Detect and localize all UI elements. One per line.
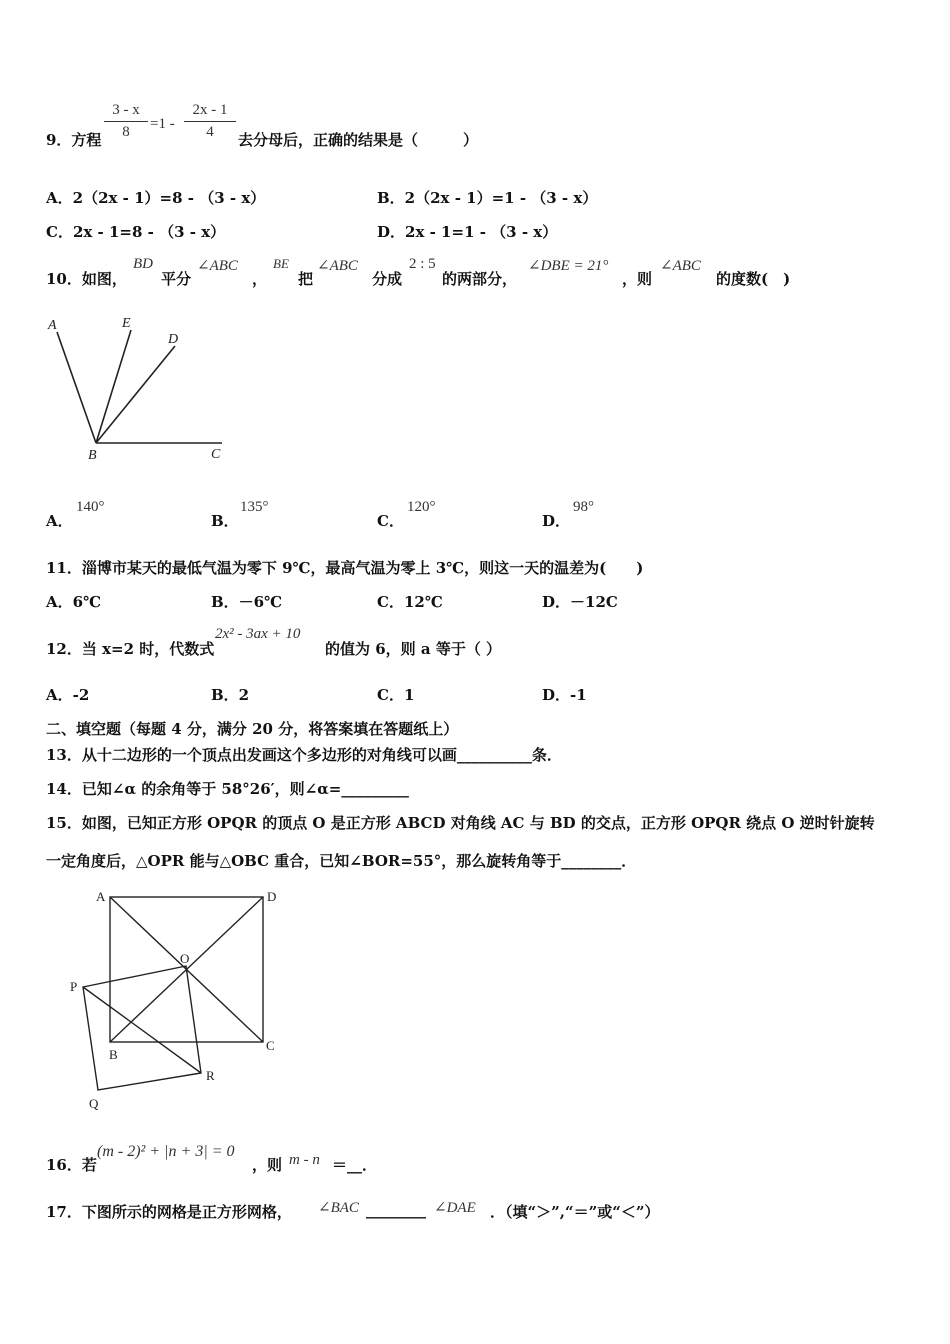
q12-tail: 的值为 6，则 a 等于（ ） [325, 640, 502, 658]
q10-text-6: ，则 [622, 270, 653, 288]
q9-option-d: D．2x - 1=1 - （3 - x） [377, 223, 558, 241]
q15-stem-line-2: 一定角度后，△OPR 能与△OBC 重合，已知∠BOR=55°，那么旋转角等于________． [46, 852, 637, 870]
q11-stem: 11．淄博市某天的最低气温为零下 9℃，最高气温为零上 3℃，则这一天的温差为( ) [46, 559, 644, 577]
q12-option-b: B．2 [211, 686, 250, 704]
q11-option-b: B．－6℃ [211, 593, 283, 611]
q10-option-b-label: B． [211, 512, 239, 530]
q10-ray-bd [96, 346, 175, 443]
q17-angle-dae: ∠DAE [434, 1200, 476, 1216]
q9-frac2-denominator: 4 [206, 124, 214, 140]
q12-option-d: D．-1 [542, 686, 587, 704]
q10-option-d-value: 98° [573, 499, 594, 515]
q10-option-b-value: 135° [240, 499, 269, 515]
q9-option-c: C．2x - 1=8 - （3 - x） [46, 223, 226, 241]
q15-stem-line-1: 15．如图，已知正方形 OPQR 的顶点 O 是正方形 ABCD 对角线 AC 与 BD 的交点，正方形 OPQR 绕点 O 逆时针旋转 [46, 814, 875, 832]
q16-tail: ＝__． [332, 1156, 378, 1174]
q10-option-c-value: 120° [407, 499, 436, 515]
q9-frac1-denominator: 8 [122, 124, 130, 140]
q10-text-2: ， [252, 270, 268, 288]
q15-segment-pr [83, 987, 201, 1073]
q10-option-d-label: D． [542, 512, 571, 530]
q10-ray-be [96, 330, 131, 443]
q15-label-d: D [267, 889, 277, 904]
q11-option-c: C．12℃ [377, 593, 443, 611]
q10-ratio: 2 : 5 [409, 256, 436, 272]
q11-option-a: A．6℃ [46, 593, 102, 611]
q15-label-r: R [206, 1068, 215, 1083]
q10-text-7: 的度数( ) [716, 270, 791, 288]
q13-stem: 13．从十二边形的一个顶点出发画这个多边形的对角线可以画__________条． [46, 746, 562, 764]
q9-frac2-numerator: 2x - 1 [192, 102, 228, 118]
q10-option-c-label: C． [377, 512, 404, 530]
q9-fraction-1 [104, 102, 148, 141]
q15-label-b: B [109, 1047, 118, 1062]
q10-text-1: 平分 [161, 270, 192, 288]
q10-option-a-value: 140° [76, 499, 105, 515]
q14-stem: 14．已知∠α 的余角等于 58°26′，则∠α=_________ [46, 780, 409, 798]
q10-label-c: C [211, 447, 221, 462]
q10-label-a: A [48, 318, 57, 333]
q10-abc-2: ∠ABC [317, 258, 358, 274]
q16-expression-2: m - n [289, 1152, 320, 1168]
q9-equals: =1 - [150, 116, 175, 132]
q10-label-d: D [168, 332, 179, 347]
q17-angle-bac: ∠BAC [318, 1200, 359, 1216]
q9-tail: 去分母后，正确的结果是（ ） [238, 131, 479, 149]
section-heading: 二、填空题（每题 4 分，满分 20 分，将答案填在答题纸上） [46, 720, 459, 738]
q10-label-b: B [88, 448, 97, 463]
q10-be: BE [273, 256, 289, 271]
q10-bd: BD [133, 256, 153, 272]
q11-option-d: D．－12C [542, 593, 618, 611]
q15-label-p: P [70, 979, 78, 994]
q10-figure [40, 312, 240, 472]
q17-blank: ________ [366, 1201, 426, 1219]
q15-figure [60, 885, 300, 1115]
q15-label-a: A [96, 889, 106, 904]
q9-option-a: A．2（2x - 1）=8 - （3 - x） [46, 189, 266, 207]
q12-option-c: C．1 [377, 686, 415, 704]
q10-label-e: E [122, 316, 131, 331]
q10-dbe: ∠DBE = 21° [528, 258, 609, 274]
q10-text-3: 把 [298, 270, 314, 288]
q16-expression: (m - 2)² + |n + 3| = 0 [97, 1143, 235, 1160]
q10-option-a-label: A． [46, 512, 73, 530]
q9-fraction-2 [184, 102, 236, 141]
q12-stem: 12．当 x=2 时，代数式 [46, 640, 215, 658]
q15-label-o: O [180, 951, 190, 966]
q10-abc-3: ∠ABC [660, 258, 701, 274]
q15-label-c: C [266, 1038, 275, 1053]
q16-stem: 16．若 [46, 1156, 97, 1174]
q9-frac1-numerator: 3 - x [112, 102, 140, 118]
q9-stem: 9．方程 [46, 131, 102, 149]
q12-expression: 2x² - 3ax + 10 [215, 626, 301, 642]
q17-stem: 17．下图所示的网格是正方形网格， [46, 1203, 292, 1221]
q10-text-5: 的两部分， [442, 270, 518, 288]
q15-label-q: Q [89, 1096, 99, 1111]
q10-text-4: 分成 [372, 270, 403, 288]
q9-option-b: B．2（2x - 1）=1 - （3 - x） [377, 189, 598, 207]
q10-ray-ba [57, 332, 96, 443]
q17-tail: ．（填“＞”,“＝”或“＜”） [490, 1203, 660, 1221]
q10-abc-1: ∠ABC [197, 258, 238, 274]
q15-square-opqr [83, 966, 201, 1090]
q10-stem: 10．如图， [46, 270, 127, 288]
q12-option-a: A．-2 [46, 686, 90, 704]
q16-text-2: ，则 [252, 1156, 283, 1174]
